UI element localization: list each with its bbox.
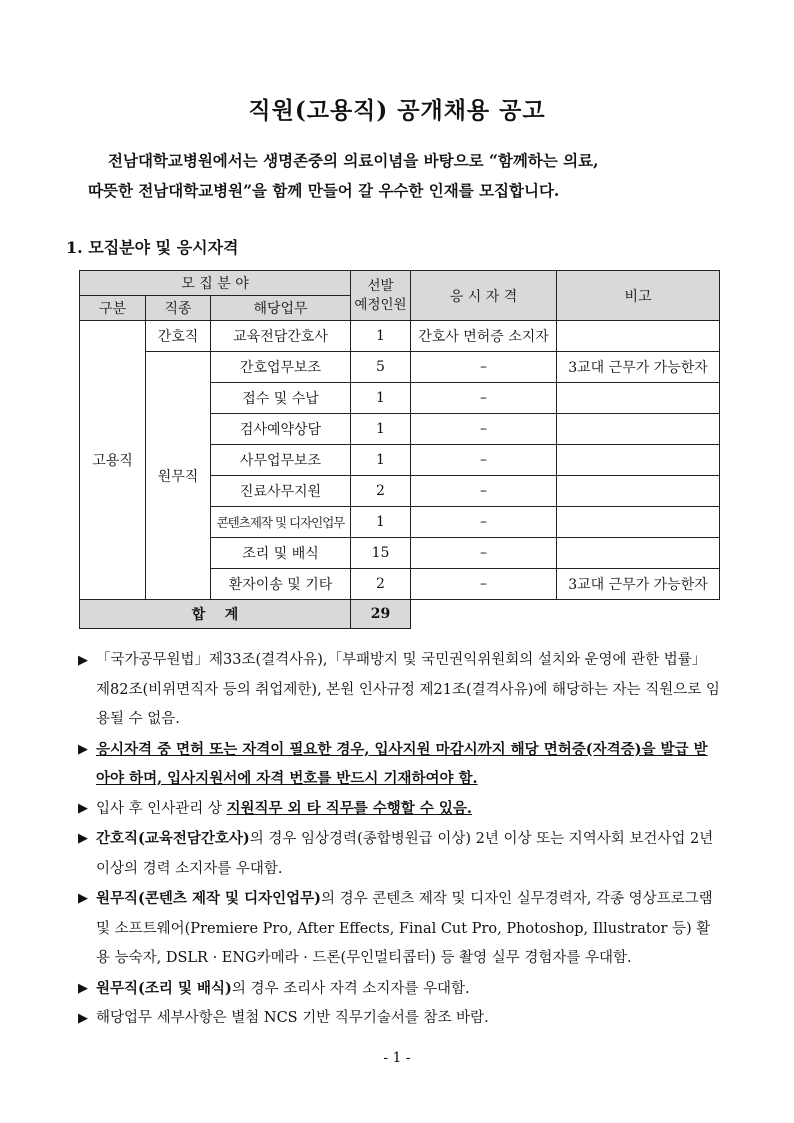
header-job: 직종	[146, 296, 211, 321]
duty-cell: 접수 및 수납	[211, 383, 351, 414]
qualification-cell: –	[411, 445, 557, 476]
note-cell: 3교대 근무가 가능한자	[557, 352, 720, 383]
list-item	[78, 974, 720, 1005]
note-emphasis: 간호직(교육전담간호사)	[96, 830, 250, 847]
total-label: 합 계	[80, 600, 351, 629]
count-cell: 5	[351, 352, 411, 383]
list-item	[78, 884, 720, 974]
header-duty: 해당업무	[211, 296, 351, 321]
qualification-cell: –	[411, 476, 557, 507]
arrow-icon: ▶	[78, 800, 88, 816]
arrow-icon: ▶	[78, 891, 88, 906]
list-item	[78, 794, 720, 825]
empty-cell	[411, 600, 720, 629]
recruitment-table	[79, 270, 720, 629]
note-cell	[557, 414, 720, 445]
header-qualification: 응 시 자 격	[411, 271, 557, 321]
qualification-cell: –	[411, 569, 557, 600]
total-row	[80, 600, 720, 629]
list-item	[78, 735, 720, 794]
duty-cell: 교육전담간호사	[211, 321, 351, 352]
table-row	[80, 321, 720, 352]
intro-paragraph	[88, 146, 728, 206]
note-emphasis: 원무직(조리 및 배식)	[96, 979, 232, 997]
list-item	[78, 646, 720, 735]
note-cell: 3교대 근무가 가능한자	[557, 569, 720, 600]
page-title: 직원(고용직) 공개채용 공고	[248, 97, 546, 124]
duty-cell: 환자이송 및 기타	[211, 569, 351, 600]
note-cell	[557, 445, 720, 476]
duty-cell: 조리 및 배식	[211, 538, 351, 569]
note-cell	[557, 476, 720, 507]
header-division: 구분	[80, 296, 146, 321]
note-text: 「국가공무원법」제33조(결격사유),「부패방지 및 국민권익위원회의 설치와 운영에 관한 법률」제82조(비위면직자 등의 취업제한), 본원 인사규정 제21조(결격사유)에 해당하는 자는 직원으로 임용될 수 없음.	[96, 652, 720, 727]
qualification-cell: –	[411, 538, 557, 569]
notes-list	[78, 646, 720, 1034]
qualification-cell: –	[411, 352, 557, 383]
intro-line-1: 전남대학교병원에서는 생명존중의 의료이념을 바탕으로 “함께하는 의료,	[108, 151, 599, 170]
note-text: 의 경우 콘텐츠 제작 및 디자인 실무경력자, 각종 영상프로그램 및 소프트웨어(Premiere Pro, After Effects, Final Cut Pro, Photoshop, Illustrator 등) 활용 능숙자, DSLR · ENG카메라 · 드론(무인멀티콥터) 등 촬영 실무 경험자를 우대함.	[96, 891, 713, 966]
note-text: 의 경우 임상경력(종합병원급 이상) 2년 이상 또는 지역사회 보건사업 2년 이상의 경력 소지자를 우대함.	[96, 831, 714, 877]
count-cell: 1	[351, 507, 411, 538]
note-emphasis: 원무직(콘텐츠 제작 및 디자인업무)	[96, 890, 321, 907]
qualification-cell: –	[411, 507, 557, 538]
arrow-icon: ▶	[78, 1011, 88, 1026]
qualification-cell: –	[411, 383, 557, 414]
division-cell: 고용직	[80, 321, 146, 600]
note-cell	[557, 507, 720, 538]
note-text: 해당업무 세부사항은 별첨 NCS 기반 직무기술서를 참조 바람.	[96, 1010, 489, 1026]
note-text: 응시자격 중 면허 또는 자격이 필요한 경우, 입사지원 마감시까지 해당 면허증(자격증)을 발급 받아야 하며, 입사지원서에 자격 번호를 반드시 기재하여야 함.	[96, 740, 708, 787]
count-cell: 2	[351, 476, 411, 507]
count-cell: 2	[351, 569, 411, 600]
note-cell	[557, 321, 720, 352]
job-cell: 원무직	[146, 352, 211, 600]
count-cell: 15	[351, 538, 411, 569]
total-value: 29	[351, 600, 411, 629]
qualification-cell: 간호사 면허증 소지자	[411, 321, 557, 352]
duty-cell: 간호업무보조	[211, 352, 351, 383]
intro-line-2: 따뜻한 전남대학교병원”을 함께 만들어 갈 우수한 인재를 모집합니다.	[88, 181, 560, 200]
note-cell	[557, 383, 720, 414]
count-cell: 1	[351, 383, 411, 414]
page-number: - 1 -	[383, 1050, 411, 1066]
qualification-cell: –	[411, 414, 557, 445]
table-row	[80, 352, 720, 383]
note-text: 입사 후 인사관리 상	[96, 800, 227, 817]
duty-cell: 검사예약상담	[211, 414, 351, 445]
duty-cell: 사무업무보조	[211, 445, 351, 476]
header-field: 모 집 분 야	[80, 271, 351, 296]
note-text: 의 경우 조리사 자격 소지자를 우대함.	[231, 980, 470, 997]
note-cell	[557, 538, 720, 569]
section-heading: 1. 모집분야 및 응시자격	[66, 238, 239, 257]
count-cell: 1	[351, 414, 411, 445]
list-item	[78, 1004, 720, 1034]
header-note: 비고	[557, 271, 720, 321]
arrow-icon: ▶	[78, 741, 88, 757]
note-emphasis: 지원직무 외 타 직무를 수행할 수 있음.	[226, 799, 472, 817]
arrow-icon: ▶	[78, 831, 88, 846]
list-item	[78, 824, 720, 884]
duty-cell: 콘텐츠제작 및 디자인업무	[211, 507, 351, 538]
count-cell: 1	[351, 321, 411, 352]
job-cell: 간호직	[146, 321, 211, 352]
arrow-icon: ▶	[78, 653, 88, 668]
duty-cell: 진료사무지원	[211, 476, 351, 507]
header-count: 선발 예정인원	[351, 271, 411, 321]
arrow-icon: ▶	[78, 980, 88, 996]
count-cell: 1	[351, 445, 411, 476]
